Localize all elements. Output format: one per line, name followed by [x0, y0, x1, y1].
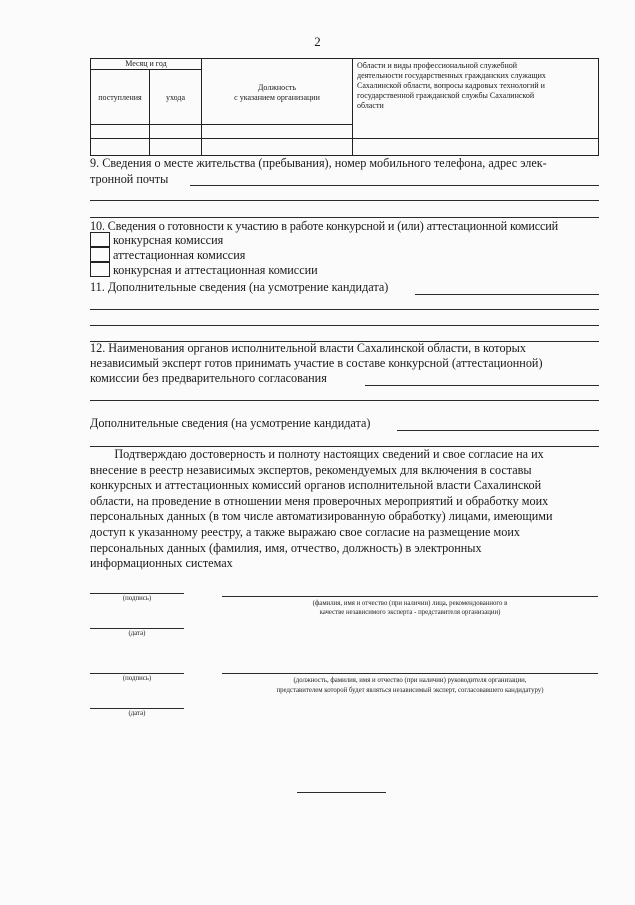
section-11-title: 11. Дополнительные сведения (на усмотрение кандидата)	[90, 280, 389, 294]
areas-header-line: деятельности государственных гражданских служащих	[357, 71, 546, 80]
closing-rule	[297, 792, 386, 793]
areas-header-line: области	[357, 101, 384, 110]
consent-line: конкурсных и аттестационных комиссий органов исполнительной власти Сахалинской	[90, 478, 542, 493]
start-column-header: поступления	[98, 93, 142, 102]
consent-line: Подтверждаю достоверность и полноту настоящих сведений и свое согласие на их	[90, 447, 544, 461]
section-9-line1: 9. Сведения о месте жительства (пребывания), номер мобильного телефона, адрес элек-	[90, 156, 547, 170]
consent-paragraph	[90, 447, 610, 572]
section-12-line2: независимый эксперт готов принимать участие в составе конкурсной (аттестационной)	[90, 356, 543, 370]
consent-line: информационных системах	[90, 556, 233, 571]
areas-header	[357, 61, 597, 111]
areas-header-line: государственной гражданской службы Сахалинской	[357, 91, 535, 100]
additional-info-field-1[interactable]	[415, 294, 599, 295]
commission-option-attestation: аттестационная комиссия	[113, 248, 246, 262]
section-12-line1: 12. Наименования органов исполнительной власти Сахалинской области, в которых	[90, 341, 526, 355]
consent-line: персональных данных (фамилия, имя, отчество, должность) в электронных	[90, 540, 482, 555]
extra-info-title: Дополнительные сведения (на усмотрение кандидата)	[90, 416, 371, 430]
commission-checkbox-attestation[interactable]	[90, 247, 110, 262]
section-12-line3: комиссии без предварительного согласования	[90, 371, 327, 385]
areas-header-line: Сахалинской области, вопросы кадровых технологий и	[357, 81, 545, 90]
candidate-name-field[interactable]	[222, 596, 598, 597]
consent-line: области, на проведение в отношении меня проверочных мероприятий и обработку моих	[90, 493, 549, 508]
commission-option-both: конкурсная и аттестационная комиссии	[113, 263, 318, 277]
consent-line: внесение в реестр независимых экспертов, рекомендуемых для включения в составы	[90, 462, 532, 477]
additional-info-field-3[interactable]	[90, 325, 599, 326]
residence-contact-field-line2[interactable]	[90, 200, 599, 201]
commission-checkbox-competition[interactable]	[90, 232, 110, 247]
commission-checkbox-both[interactable]	[90, 262, 110, 277]
position-header-line2: с указанием организации	[234, 93, 320, 102]
signature-caption-1: (подпись)	[122, 595, 152, 602]
extra-info-field-1[interactable]	[397, 430, 599, 431]
candidate-name-caption-line1: (фамилия, имя и отчество (при наличии) лица, рекомендованного в	[312, 600, 508, 607]
section-10-title: 10. Сведения о готовности к участию в работе конкурсной и (или) аттестационной комиссий	[90, 219, 559, 233]
date-caption-1: (дата)	[128, 630, 146, 637]
authorities-field-2[interactable]	[90, 400, 599, 401]
end-column-header: ухода	[165, 93, 186, 102]
candidate-name-caption-line2: качестве независимого эксперта - представителя организации)	[319, 609, 501, 616]
signature-caption-2: (подпись)	[122, 675, 152, 682]
supervisor-name-caption-line1: (должность, фамилия, имя и отчество (при наличии) руководителя организации,	[293, 677, 527, 684]
date-caption-2: (дата)	[128, 710, 146, 717]
page-number: 2	[314, 34, 321, 49]
commission-option-competition: конкурсная комиссия	[113, 233, 224, 247]
position-header-line1: Должность	[257, 83, 297, 92]
residence-contact-field-line3[interactable]	[90, 217, 599, 218]
areas-header-line: Области и виды профессиональной служебной	[357, 61, 518, 70]
supervisor-name-caption-line2: представителем которой будет являться независимый эксперт, согласовавшего кандидатуру)	[276, 687, 544, 694]
additional-info-field-2[interactable]	[90, 309, 599, 310]
supervisor-name-field[interactable]	[222, 673, 598, 674]
employment-table	[90, 58, 599, 156]
authorities-field-1[interactable]	[365, 385, 599, 386]
month-year-header: Месяц и год	[125, 59, 167, 68]
consent-line: персональных данных (в том числе автоматизированную обработку) лицами, имеющими	[90, 509, 553, 524]
consent-line: доступ к указанному реестру, а также выражаю свое согласие на размещение моих	[90, 524, 520, 539]
residence-contact-field[interactable]	[190, 185, 599, 186]
section-9-line2: тронной почты	[90, 172, 169, 186]
